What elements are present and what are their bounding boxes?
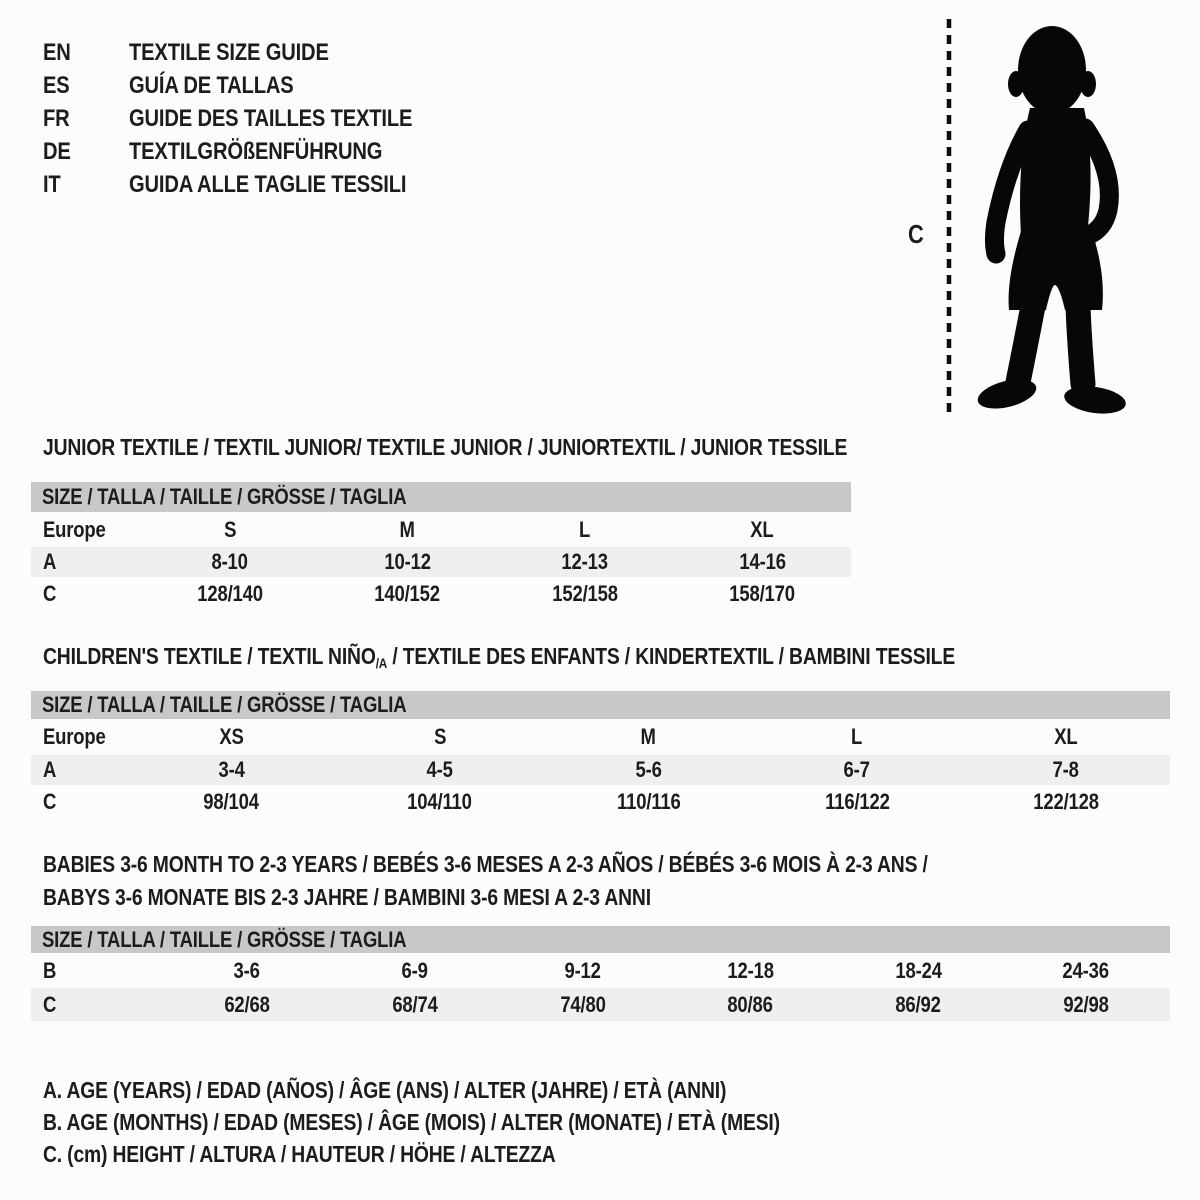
height-value: 104/110 xyxy=(407,788,473,814)
toddler-silhouette-icon xyxy=(966,20,1142,420)
legend-age-years: A. AGE (YEARS) / EDAD (AÑOS) / ÂGE (ANS) / ALTER (JAHRE) / ETÀ (ANNI) xyxy=(43,1077,727,1103)
table-row xyxy=(31,719,1170,755)
legend-age-months: B. AGE (MONTHS) / EDAD (MESES) / ÂGE (MOIS) / ALTER (MONATE) / ETÀ (MESI) xyxy=(43,1109,780,1135)
height-value: 128/140 xyxy=(196,581,263,606)
size-value: L xyxy=(579,516,591,542)
table-row xyxy=(31,953,1170,988)
table-row xyxy=(31,785,1170,818)
lang-row-de xyxy=(43,135,466,168)
size-header-bar: SIZE / TALLA / TAILLE / GRÖSSE / TAGLIA xyxy=(31,926,1170,953)
age-value: 12-18 xyxy=(727,957,774,983)
height-measure-label: C xyxy=(908,219,924,249)
size-value: XL xyxy=(1054,724,1078,749)
size-header-bar: SIZE / TALLA / TAILLE / GRÖSSE / TAGLIA xyxy=(31,691,1170,719)
row-label: C xyxy=(43,991,57,1017)
size-value: L xyxy=(851,724,863,749)
babies-size-table xyxy=(31,926,1170,1021)
measure-legend xyxy=(43,1074,920,1170)
table-row xyxy=(31,755,1170,785)
size-value: M xyxy=(640,724,657,749)
age-value: 3-6 xyxy=(233,957,261,983)
babies-section-heading: BABIES 3-6 MONTH TO 2-3 YEARS / BEBÉS 3-6 MESES A 2-3 AÑOS / BÉBÉS 3-6 MOIS À 2-3 ANS / BABYS 3-6 MONATE BIS 2-3 JAHRE / BAMBINI 3-6 MESI A 2-3 ANNI xyxy=(43,851,928,910)
height-value: 92/98 xyxy=(1063,991,1109,1017)
lang-row-fr xyxy=(43,102,466,135)
age-value: 3-4 xyxy=(218,757,245,782)
age-value: 5-6 xyxy=(635,757,662,782)
lang-code: EN xyxy=(43,38,71,66)
age-value: 8-10 xyxy=(211,549,248,574)
junior-size-table xyxy=(31,482,851,611)
age-value: 6-7 xyxy=(843,757,871,782)
lang-code: IT xyxy=(43,170,61,198)
row-label: A xyxy=(43,549,57,574)
legend-height-cm: C. (cm) HEIGHT / ALTURA / HAUTEUR / HÖHE / ALTEZZA xyxy=(43,1141,556,1167)
language-title-list xyxy=(43,36,466,201)
size-value: XS xyxy=(219,724,244,749)
height-value: 116/122 xyxy=(824,788,890,814)
size-header-bar: SIZE / TALLA / TAILLE / GRÖSSE / TAGLIA xyxy=(31,482,851,512)
height-value: 110/116 xyxy=(616,788,681,814)
lang-row-en xyxy=(43,36,466,69)
lang-title: GUÍA DE TALLAS xyxy=(129,71,294,99)
table-row xyxy=(31,547,851,577)
lang-code: FR xyxy=(43,104,70,132)
table-row xyxy=(31,512,851,547)
age-value: 10-12 xyxy=(384,549,431,574)
table-row xyxy=(31,988,1170,1021)
size-value: XL xyxy=(750,516,774,542)
height-value: 158/170 xyxy=(729,581,796,606)
age-value: 24-36 xyxy=(1062,957,1110,983)
height-value: 74/80 xyxy=(559,991,606,1017)
lang-title: GUIDE DES TAILLES TEXTILE xyxy=(129,104,413,132)
age-value: 6-9 xyxy=(401,957,428,983)
height-value: 122/128 xyxy=(1032,788,1099,814)
lang-title: TEXTILGRÖßENFÜHRUNG xyxy=(129,137,383,165)
row-label: B xyxy=(43,957,57,983)
age-value: 9-12 xyxy=(564,957,601,983)
lang-title: TEXTILE SIZE GUIDE xyxy=(129,38,329,66)
junior-section-heading: JUNIOR TEXTILE / TEXTIL JUNIOR/ TEXTILE JUNIOR / JUNIORTEXTIL / JUNIOR TESSILE xyxy=(43,434,848,460)
children-size-table xyxy=(31,691,1170,818)
table-row xyxy=(31,577,851,611)
age-value: 12-13 xyxy=(561,549,608,574)
lang-row-it xyxy=(43,168,466,201)
size-value: S xyxy=(433,724,446,749)
height-value: 62/68 xyxy=(224,991,270,1017)
age-value: 7-8 xyxy=(1052,757,1079,782)
lang-code: ES xyxy=(43,71,70,99)
lang-code: DE xyxy=(43,137,71,165)
height-measure-line xyxy=(944,17,954,419)
lang-row-es xyxy=(43,69,466,102)
age-value: 18-24 xyxy=(895,957,942,983)
height-value: 80/86 xyxy=(727,991,774,1017)
size-value: S xyxy=(223,516,236,542)
row-label: C xyxy=(43,581,57,606)
age-value: 4-5 xyxy=(426,757,453,782)
height-value: 86/92 xyxy=(895,991,941,1017)
heading-subscript: /A xyxy=(375,655,388,671)
lang-title: GUIDA ALLE TAGLIE TESSILI xyxy=(129,170,407,198)
row-label: A xyxy=(43,757,57,782)
row-label: Europe xyxy=(43,516,106,542)
age-value: 14-16 xyxy=(739,549,786,574)
children-section-heading: CHILDREN'S TEXTILE / TEXTIL $NIÑO_{/A}$ / TEXTILE DES ENFANTS / KINDERTEXTIL / BAMBINI TESSILE xyxy=(43,643,956,671)
height-value: 152/158 xyxy=(551,581,618,606)
height-value: 140/152 xyxy=(374,581,441,606)
size-value: M xyxy=(399,516,415,542)
height-value: 68/74 xyxy=(392,991,438,1017)
row-label: C xyxy=(43,788,57,814)
row-label: Europe xyxy=(43,724,106,749)
height-value: 98/104 xyxy=(203,788,260,814)
